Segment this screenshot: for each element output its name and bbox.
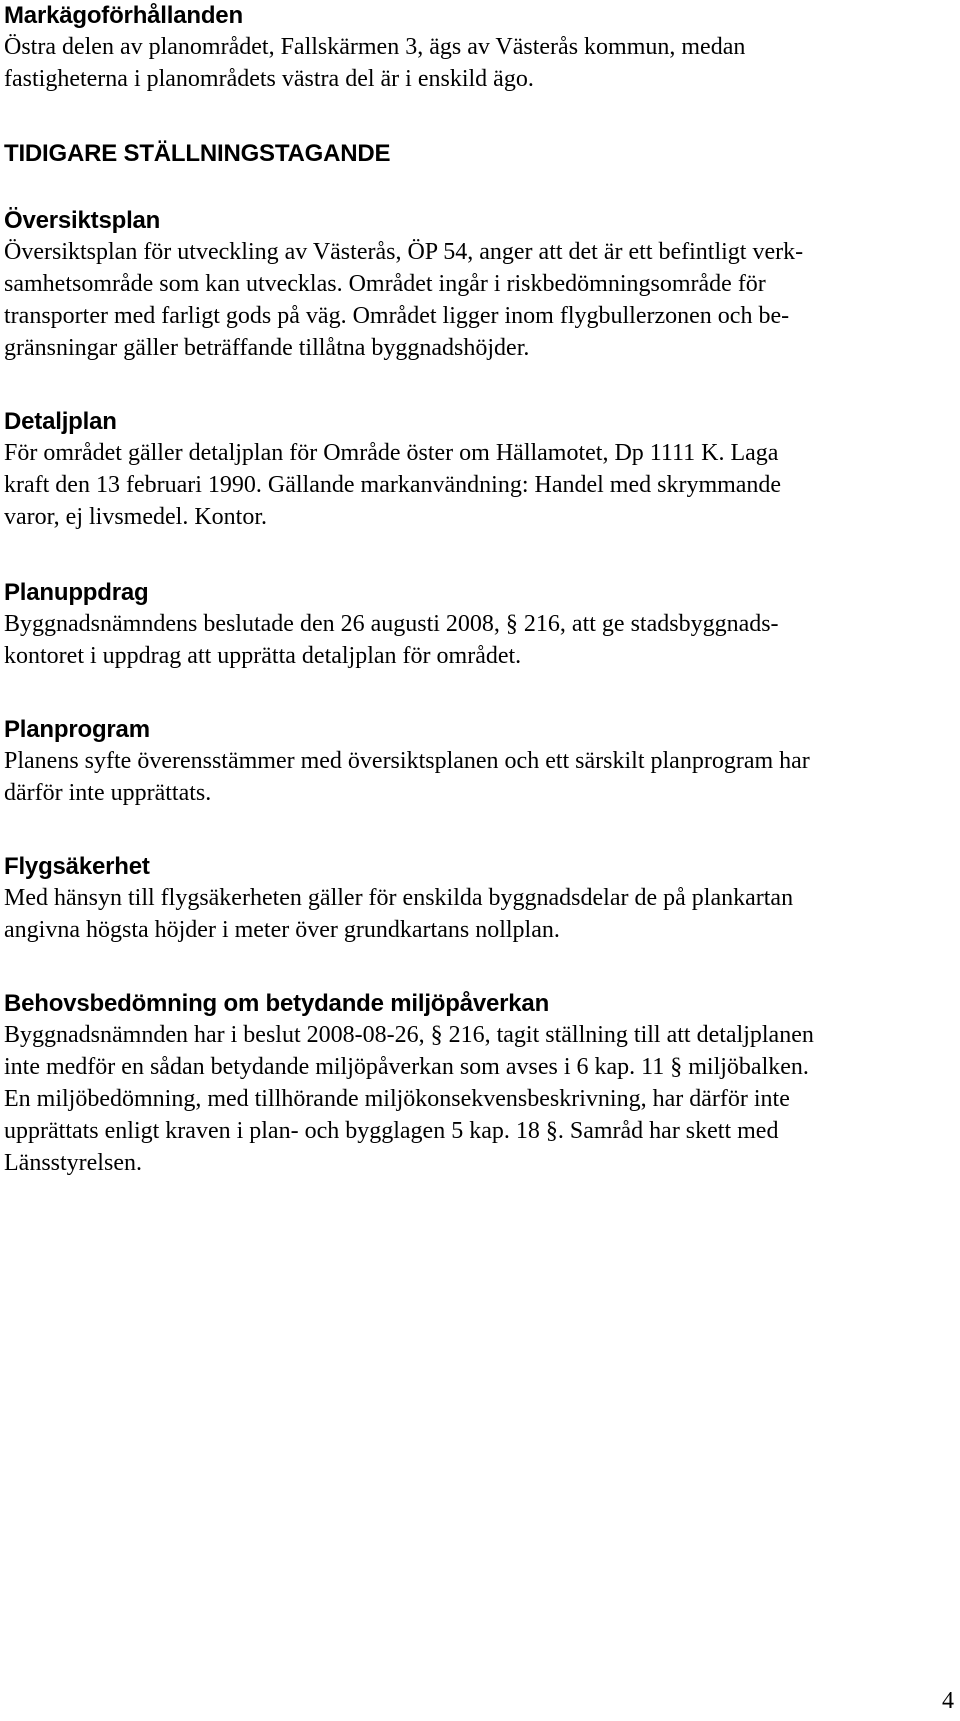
paragraph-line: kontoret i uppdrag att upprätta detaljplan för området.	[4, 643, 522, 669]
paragraph-line: angivna högsta höjder i meter över grundkartans nollplan.	[4, 917, 560, 943]
section-oversiktsplan	[4, 206, 803, 364]
page-number: 4	[942, 1688, 954, 1714]
section-behovsbedomning	[4, 989, 814, 1179]
paragraph-line: Byggnadsnämndens beslutade den 26 augusti 2008, § 216, att ge stadsbyggnads-	[4, 611, 779, 637]
paragraph-line: inte medför en sådan betydande miljöpåverkan som avses i 6 kap. 11 § miljöbalken.	[4, 1054, 809, 1080]
section-heading: Planprogram	[4, 716, 150, 743]
paragraph-line: gränsningar gäller beträffande tillåtna byggnadshöjder.	[4, 335, 530, 361]
section-flygsakerhet	[4, 852, 793, 946]
paragraph-line: Planens syfte överensstämmer med översiktsplanen och ett särskilt planprogram har	[4, 748, 810, 774]
paragraph-line: fastigheterna i planområdets västra del är i enskild ägo.	[4, 66, 534, 92]
paragraph-line: Länsstyrelsen.	[4, 1150, 142, 1176]
section-markagoforhallanden	[4, 1, 745, 95]
paragraph-line: Byggnadsnämnden har i beslut 2008-08-26, § 216, tagit ställning till att detaljplanen	[4, 1022, 814, 1048]
paragraph-line: En miljöbedömning, med tillhörande miljökonsekvensbeskrivning, har därför inte	[4, 1086, 790, 1112]
section-heading: TIDIGARE STÄLLNINGSTAGANDE	[4, 140, 391, 167]
section-heading: Markägoförhållanden	[4, 2, 243, 29]
section-detaljplan	[4, 407, 781, 533]
section-planuppdrag	[4, 578, 779, 672]
paragraph-line: varor, ej livsmedel. Kontor.	[4, 504, 267, 530]
section-heading: Behovsbedömning om betydande miljöpåverkan	[4, 990, 550, 1017]
paragraph-line: transporter med farligt gods på väg. Området ligger inom flygbullerzonen och be-	[4, 303, 790, 329]
paragraph-line: samhetsområde som kan utvecklas. Området ingår i riskbedömningsområde för	[4, 271, 766, 297]
section-heading: Översiktsplan	[4, 207, 161, 234]
paragraph-line: kraft den 13 februari 1990. Gällande markanvändning: Handel med skrymmande	[4, 472, 782, 498]
paragraph-line: För området gäller detaljplan för Område öster om Hällamotet, Dp 1111 K. Laga	[4, 440, 779, 466]
paragraph-line: Översiktsplan för utveckling av Västerås, ÖP 54, anger att det är ett befintligt verk-	[4, 239, 804, 265]
paragraph-line: därför inte upprättats.	[4, 780, 212, 806]
paragraph-line: Med hänsyn till flygsäkerheten gäller för enskilda byggnadsdelar de på plankartan	[4, 885, 794, 911]
paragraph-line: Östra delen av planområdet, Fallskärmen 3, ägs av Västerås kommun, medan	[4, 34, 746, 60]
section-planprogram	[4, 715, 810, 809]
paragraph-line: upprättats enligt kraven i plan- och bygglagen 5 kap. 18 §. Samråd har skett med	[4, 1118, 779, 1144]
section-heading: Flygsäkerhet	[4, 853, 150, 880]
section-tidigare-stallningstagande	[4, 139, 390, 169]
section-heading: Planuppdrag	[4, 579, 149, 606]
section-heading: Detaljplan	[4, 408, 117, 435]
